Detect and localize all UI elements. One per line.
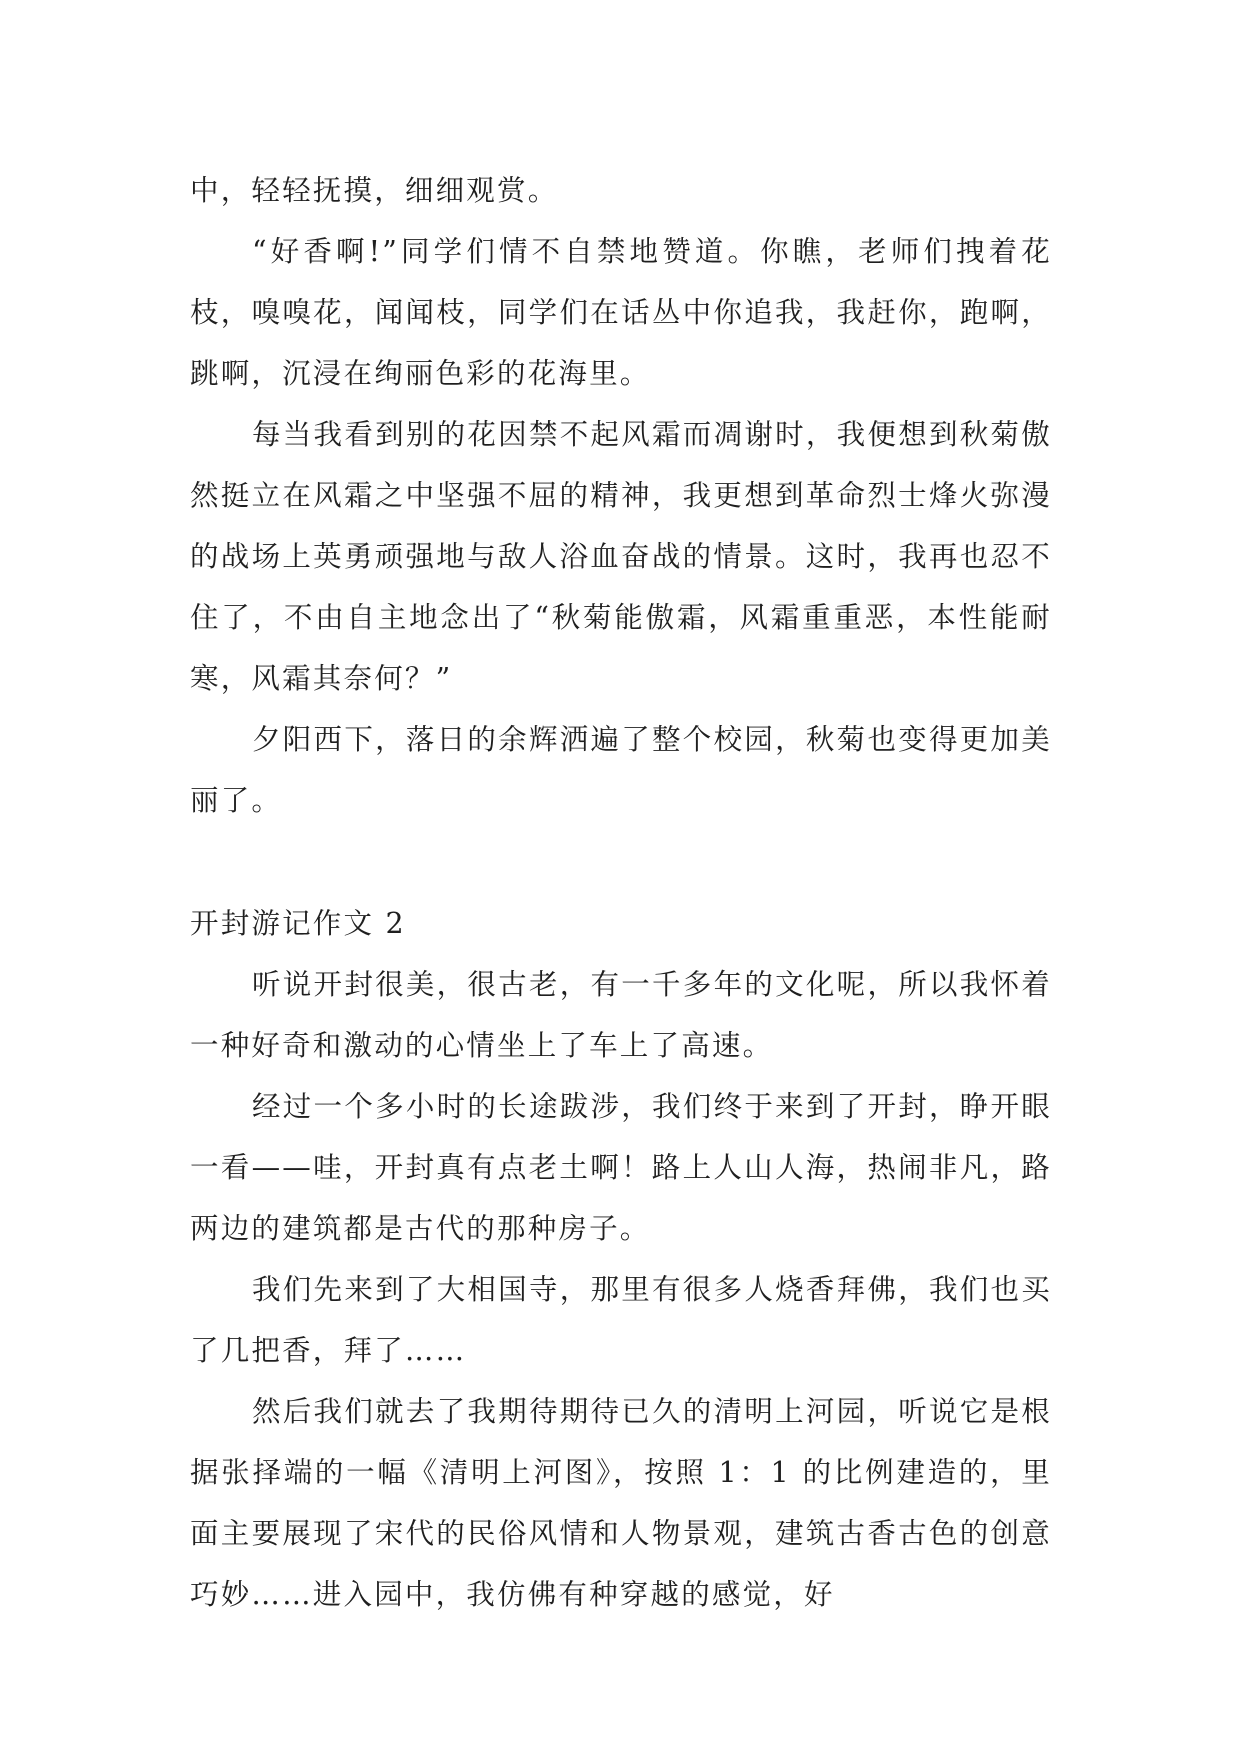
section-paragraph-4: 然后我们就去了我期待期待已久的清明上河园，听说它是根据张择端的一幅《清明上河图》，按照 1：1 的比例建造的，里面主要展现了宋代的民俗风情和人物景观，建筑古香古色的创意巧妙……进入园中，我仿佛有种穿越的感觉，好 <box>190 1395 1052 1611</box>
section-paragraph-2: 经过一个多小时的长途跋涉，我们终于来到了开封，睁开眼一看——哇，开封真有点老土啊！路上人山人海，热闹非凡，路两边的建筑都是古代的那种房子。 <box>190 1090 1052 1245</box>
section-paragraph-1: 听说开封很美，很古老，有一千多年的文化呢，所以我怀着一种好奇和激动的心情坐上了车上了高速。 <box>190 968 1052 1062</box>
paragraph-4: 夕阳西下，落日的余辉洒遍了整个校园，秋菊也变得更加美丽了。 <box>190 723 1052 817</box>
section-title: 开封游记作文 2 <box>190 907 406 940</box>
section-paragraph-3: 我们先来到了大相国寺，那里有很多人烧香拜佛，我们也买了几把香，拜了…… <box>190 1273 1052 1367</box>
paragraph-2: “好香啊!”同学们情不自禁地赞道。你瞧，老师们拽着花枝，嗅嗅花，闻闻枝，同学们在话丛中你追我，我赶你，跑啊，跳啊，沉浸在绚丽色彩的花海里。 <box>190 235 1052 390</box>
paragraph-3: 每当我看到别的花因禁不起风霜而凋谢时，我便想到秋菊傲然挺立在风霜之中坚强不屈的精神，我更想到革命烈士烽火弥漫的战场上英勇顽强地与敌人浴血奋战的情景。这时，我再也忍不住了，不由自主地念出了“秋菊能傲霜，风霜重重恶，本性能耐寒，风霜其奈何？” <box>190 418 1052 695</box>
document-page <box>190 160 1052 1625</box>
paragraph-1: 中，轻轻抚摸，细细观赏。 <box>190 174 559 207</box>
